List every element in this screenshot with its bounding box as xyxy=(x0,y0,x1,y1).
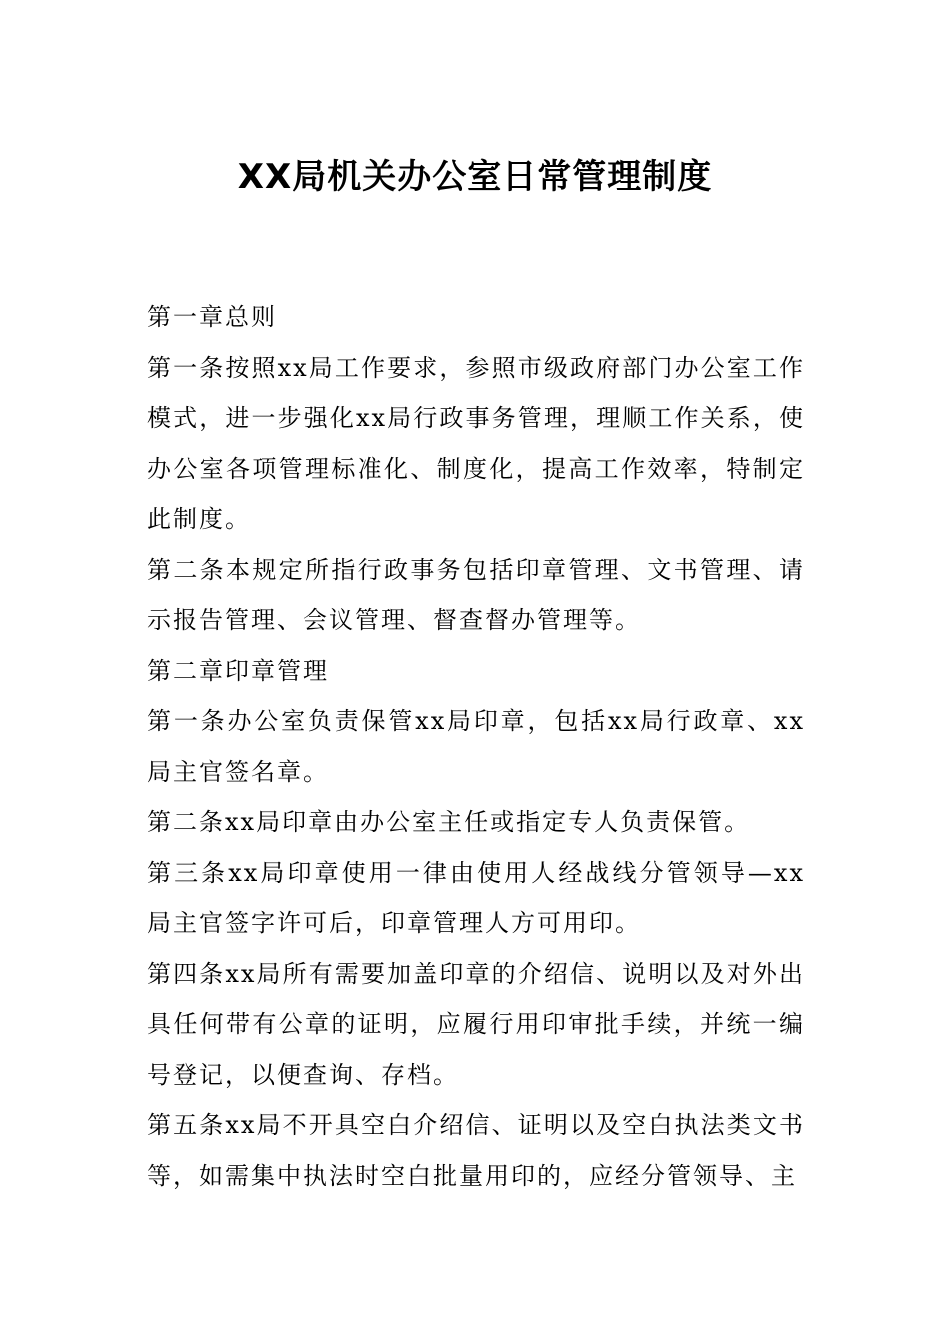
article-paragraph: 第二条xx局印章由办公室主任或指定专人负责保管。 xyxy=(147,808,751,836)
article-paragraph: 第三条xx局印章使用一律由使用人经战线分管领导—xx局主官签字许可后，印章管理人方可用印。 xyxy=(147,858,805,937)
document-body xyxy=(147,292,805,1201)
article-paragraph: 第一条按照xx局工作要求，参照市级政府部门办公室工作模式，进一步强化xx局行政事务管理，理顺工作关系，使办公室各项管理标准化、制度化，提高工作效率，特制定此制度。 xyxy=(147,353,805,533)
chapter-heading: 第一章总则 xyxy=(147,303,277,331)
article-paragraph: 第一条办公室负责保管xx局印章，包括xx局行政章、xx局主官签名章。 xyxy=(147,707,805,786)
article-paragraph: 第二条本规定所指行政事务包括印章管理、文书管理、请示报告管理、会议管理、督查督办管理等。 xyxy=(147,555,805,634)
article-paragraph: 第五条xx局不开具空白介绍信、证明以及空白执法类文书等，如需集中执法时空白批量用印的，应经分管领导、主 xyxy=(147,1111,805,1190)
document-title: XX局机关办公室日常管理制度 xyxy=(237,157,713,197)
article-paragraph: 第四条xx局所有需要加盖印章的介绍信、说明以及对外出具任何带有公章的证明，应履行用印审批手续，并统一编号登记，以便查询、存档。 xyxy=(147,959,805,1089)
chapter-heading: 第二章印章管理 xyxy=(147,656,329,685)
